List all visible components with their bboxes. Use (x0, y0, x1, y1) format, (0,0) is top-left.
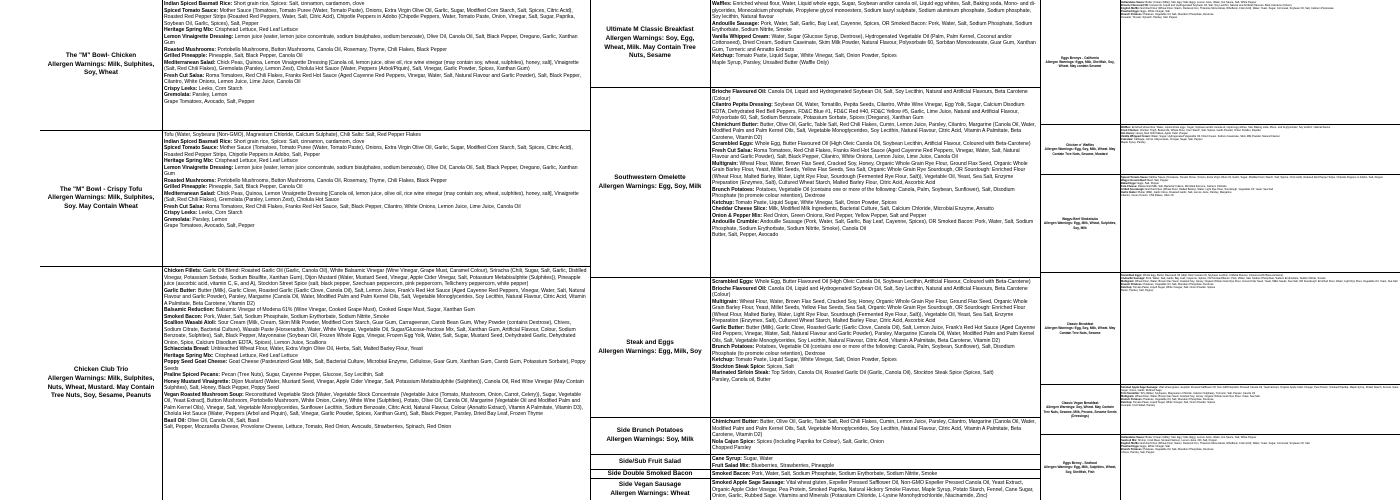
ingredient-heading: English Muffin: (1121, 441, 1140, 445)
ingredient-line: Indian Spiced Basmati Rice: Short grain rice, Spices: Salt, cinnamon, cardamom, clove (164, 1, 365, 7)
dish-allergens: Allergen Warnings: Soy, Egg, Wheat, Milk. May Contain Tree Nuts, Sesame (604, 34, 696, 60)
ingredient-line: Brioche Flavoured Oil: Canola Oil, Liquid and Hydrogenated Soybean Oil, Salt, Soy Lecithin, Natural and Artificial Flavours, Beta Carotene (Colour) (712, 285, 1028, 299)
ingredient-heading: Fresh Cut Salsa: (712, 147, 753, 154)
ingredient-heading: Wagyu Ground Beef: (1121, 178, 1147, 182)
ingredient-line: Stockton Steak Spice: Spices, Salt (712, 363, 794, 370)
ingredient-heading: Scallion Wasabi Aioli: (164, 320, 217, 327)
ingredient-heading: Balsamic Reduction: (164, 307, 215, 314)
ingredients-classic-breakfast (1120, 273, 1400, 385)
dish-name-ultimate-m-classic-breakfast (590, 0, 710, 88)
ingredient-line: Tofu Scramble: Tofu (Water, Soybeans, Magnesium Chloride, Calcium Sulphate), Turmeric, Salt, Pepper, Canola Oil (1121, 391, 1256, 395)
ingredient-heading: Waffles: (712, 1, 732, 7)
dish-name: Chicken n' Waffles (1065, 143, 1095, 148)
ingredient-line: Gremolata: Parsley, Lemon (164, 92, 228, 99)
ingredient-heading: Brunch Potatoes: (712, 344, 755, 351)
ingredient-heading: Chimichurri Butter: (712, 121, 759, 128)
dish-name: Eggs Bennys - California (1061, 55, 1099, 60)
dish-allergens: Allergen Warnings: Egg, Soy, Milk, Wheat. May Contain Tree Nuts, Sesame (1044, 326, 1116, 335)
ingredient-line: Chopped Parsley (712, 445, 752, 452)
ingredient-heading: Onion & Pepper Mix: (712, 212, 763, 219)
ingredient-heading: Fresh Cut Salsa: (164, 72, 205, 79)
ingredients-m-bowl-tofu (162, 131, 590, 267)
ingredients-chicken-n-waffles (1120, 125, 1400, 175)
dish-name: Southwestern Omelette (614, 173, 686, 181)
ingredient-line: Ketchup: Tomato Paste, Liquid Sugar, White Vinegar, Salt, Onion Powder, Spices (1121, 286, 1216, 290)
dish-name: Classic Breakfast (1066, 322, 1094, 327)
ingredient-line: Roasted Mushrooms: Portobello Mushrooms, Button Mushrooms, Canola Oil, Rosemary, Thyme, Chili Flakes, Black Pepper (164, 46, 447, 53)
ingredient-heading: Brunch Potatoes: (1121, 282, 1143, 286)
ingredient-line: Crispy Leeks: Leeks, Corn Starch (164, 85, 243, 92)
ingredient-line: Multigrain: Wheat Flour, Water, Brown Flax Seed, Cracked Soy, Honey, Organic Whole Grain Rye Flour, Ground Flax Seed, Yeast, Millet Seeds, Sea Salt, OR Sourdough: Enriched Flour, Water, Light Rye Flour, Vegetable Oil, Yeast, Sea Salt (1121, 279, 1398, 283)
ingredients-side-sub-fruit-salad (710, 455, 1040, 470)
ingredient-heading: Stockton Steak Spice: (712, 363, 766, 370)
dish-name: The "M" Bowl- Chicken (65, 52, 137, 60)
ingredient-line: Baked Eggs: Eggs, Salt, Pepper (1121, 181, 1160, 185)
ingredient-line: Andouille Sausage: Pork, Water, Salt, Garlic, Bay Leaf, Cayenne, Spices, OR Smoked Bacon: Pork, Water, Salt, Sodium Phosphate, Sodium Erythorbate, Sodium Nitrite, Smoke (1121, 276, 1326, 280)
ingredient-line: Parsley, Canola oil, Butter (712, 376, 771, 383)
ingredient-line: Avocado, Fruit Salad, Parsley (1121, 404, 1156, 408)
ingredient-line: Mediterranean Salad: Chick Peas, Quinoa, Lemon Vinaigrette Dressing [Canola oil, lemon juice, olive oil, rice wine vinegar (may contain soy, wheat, sulphites), honey, salt], Vinaigrette (Salt, Red Chili Flakes), Gremolata (Parsley, Lemon Zest), Cholula Hot Sauce (Water, Peppers (Arbol/Piquin), Salt, Vinegar, Garlic Powder, Spices, Xanthan Gum) (164, 59, 579, 73)
ingredient-line: Fresh Cut Salsa: Roma Tomatoes, Red Chili Flakes, Franks Red Hot Sauce, Salt, Black Pepper, Cilantro, White Onions, Lemon Juice, Lime Juice, Canola Oil (164, 203, 521, 210)
ingredient-line: Lemon Vinaigrette Dressing: Lemon juice (water, lemon juice concentrate, sodium bisulphates, sodium benzoate), Olive Oil, Canola Oil, Salt, Black Pepper, Oregano, Garlic, Xanthan Gum (164, 33, 578, 47)
ingredient-heading: Hot Honey: (1121, 131, 1135, 135)
ingredient-heading: Vegan Roasted Mushroom Soup: (164, 391, 244, 398)
ingredient-line: Ketchup: Tomato Paste, Liquid Sugar, White Vinegar, Salt, Onion Powder, Spices (1121, 401, 1216, 405)
ingredient-line: Hollandaise Sauce: Butter (Cream (Milk)), Salt, Egg Yolks (Egg), Lemon Juice, Water, Hot Sauce, Salt, White Pepper (1121, 435, 1257, 439)
ingredient-heading: Ketchup: (1121, 401, 1133, 405)
ingredient-line: Grilled Sourdough: Enriched Flour (Wheat Flour, Malted Barley), Water, Light Rye Flour, Sourdough, Vegetable Oil, Yeast, Sea Salt (1121, 188, 1273, 192)
ingredient-heading: Heritage Spring Mix: (164, 27, 214, 34)
middle-ingredient-column (710, 0, 1041, 500)
dish-allergens: Allergen Warnings: Milk, Sulphites, Nuts, Wheat, Mustard. May Contain Tree Nuts, Soy, Sesame, Peanuts (47, 374, 155, 400)
ingredient-heading: Waffles: (1121, 125, 1131, 129)
ingredient-heading: Basil Oil: (164, 417, 187, 424)
ingredient-line: Heritage Spring Mix: Crisphead Lettuce, Red Leaf Lettuce (164, 27, 298, 34)
ingredient-line: Hot Honey: Honey, Red Chili Flakes, Apple Cider Vinegar (1121, 131, 1188, 135)
ingredient-line: Mediterranean Salad: Chick Peas, Quinoa, Lemon Vinaigrette Dressing [Canola oil, lemon juice, olive oil, rice wine vinegar (may contain soy, wheat, sulphites), honey, salt], Vinaigrette (Salt, Red Chili Flakes), Gremolata (Parsley, Lemon Zest), Cholula Hot Sauce (164, 190, 579, 204)
dish-name-side-double-smoked-bacon (590, 470, 710, 479)
ingredient-heading: Garlic Butter: (164, 287, 197, 294)
ingredient-heading: Honey Mustard Vinaigrette: (164, 378, 231, 385)
dish-name-chicken-n-waffles (1040, 125, 1120, 175)
ingredient-line: Poppy Seed Goat Cheese: Goat Cheese (Pasteurized Goat Milk, Salt, Bacterial Culture, Microbial Enzyme, Cellulose, Guar Gum, Xanthan Gum, Carob Gum, Potassium Sorbate), Poppy Seeds (164, 359, 586, 372)
dish-name-classic-vegan-breakfast (1040, 385, 1120, 435)
ingredient-heading: Brioche Flavoured Oil: (1121, 3, 1149, 7)
ingredient-heading: Poached Eggs: (1121, 444, 1140, 448)
ingredient-line: Grape Tomatoes, Avocado, Salt, Pepper (164, 98, 255, 105)
ingredient-line: Grilled Pineapple: Pineapple, Salt, Black Pepper, Canola Oil (164, 184, 303, 191)
ingredient-heading: Nola Cajun Spice: (712, 438, 756, 445)
dish-name-chicken-club-trio (40, 267, 162, 500)
ingredient-line: Lemon Vinaigrette Dressing: Lemon juice (water, lemon juice concentrate, sodium bisulphates, sodium benzoate), Olive Oil, Canola Oil, Salt, Black Pepper, Oregano, Garlic, Xanthan Gum (164, 164, 578, 178)
ingredient-heading: Fresh Cut Salsa: (164, 203, 205, 210)
ingredient-line: Cheddar Cheese Slice: Milk, Modified Milk Ingredients, Bacterial Culture, Salt, Calcium Chloride, Microbial Enzyme, Annatto (712, 206, 994, 213)
ingredient-line: Roasted Mushrooms: Portobello Mushrooms, Button Mushrooms, Canola Oil, Rosemary, Thyme, Chili Flakes, Black Pepper (164, 177, 447, 184)
ingredient-line: Gremolata: Parsley, Lemon (164, 216, 228, 223)
dish-allergens: Allergen Warnings: Egg, Soy, Milk (598, 182, 702, 190)
ingredient-heading: Cane Syrup: (712, 456, 743, 462)
left-dish-name-column (40, 0, 163, 500)
ingredient-heading: Multigrain: (1121, 394, 1135, 398)
dish-allergens: Allergen Warnings: Eggs, Milk, Shellfish, Soy, Wheat. May contain Sesame (1045, 59, 1115, 69)
ingredient-line: Poached Eggs: Eggs, White Vinegar, Salt (1121, 444, 1170, 448)
ingredient-heading: Smoked Bacon: (164, 313, 203, 320)
dish-name: Side Vegan Sausage (618, 480, 682, 488)
ingredient-line: Basil Oil: Olive Oil, Canola Oil, Salt, Basil (164, 417, 259, 424)
ingredient-line: Butter, Parsley, Salt, Pepper (1121, 289, 1154, 293)
ingredient-heading: Scrambled Eggs: (712, 279, 754, 285)
ingredient-line: Smoked Bacon: Pork, Water, Salt, Sodium Phosphate, Sodium Erythorbate, Sodium Nitrite, Smoke (164, 313, 390, 320)
dish-allergens: Allergen Warnings: Soy, Wheat. May Contain Tree Nuts, Sesame, Milk, Pecans, Sesame Seeds (Dressings) (1043, 405, 1117, 418)
ingredient-line: Brioche Flavoured Oil: Canola Oil, Liquid and Hydrogenated Soybean Oil, Salt, Soy Lecithin, Natural and Artificial Flavours, Beta Carotene (Colour) (712, 89, 1028, 102)
dish-allergens: Allergen Warnings: Egg, Milk, Soy (598, 347, 702, 355)
ingredient-line: Poached Eggs: Eggs, White Vinegar, Salt (1121, 9, 1170, 13)
dish-name: Eggs Benny - Seafood (1063, 461, 1097, 466)
ingredient-heading: Garlic Butter: (1121, 191, 1138, 195)
ingredient-heading: Baked Eggs: (1121, 181, 1137, 185)
ingredient-line: Honey Mustard Vinaigrette: Dijon Mustard (Water, Mustard Seed, Vinegar, Apple Cider Vinegar, Salt, Potassium Metabisulphite (Sulphites)), Canola Oil, Red Wine Vinegar (May Contain Sulphites), Salt, Honey, Black Pepper, Poppy Seed (164, 378, 584, 392)
ingredient-line: Fried Chicken: Chicken Thigh, Buttermilk, Wheat Flour, Corn Starch, Salt, Spices, Garlic Powder, Onion Powder, Paprika (1121, 128, 1261, 132)
ingredient-heading: Brunch Potatoes: (1121, 448, 1143, 452)
ingredient-heading: Chicken Fillets: (164, 268, 202, 274)
ingredient-line: Chimichurri Butter: Butter, Olive Oil, Garlic, Table Salt, Red Chili Flakes, Cumin, Lemon Juice, Parsley, Cilantro, Margarine (Canola Oil, Water, Modified Palm and Palm Kernel Oils, Salt, Vegetable Monoglycerides, Soy Lecithin, Natural Flavour, Citric Acid, Vitamin A Palmitate, Beta Carotene, Vitamin D2) (712, 121, 1036, 141)
ingredient-heading: Schiacciata Bread: (164, 346, 210, 353)
ingredient-heading: Indian Spiced Basmati Rice: (164, 138, 233, 145)
dish-allergens: Allergen Warnings: Egg, Milk, Wheat, Sulphites, Soy, Milk (1043, 221, 1117, 230)
ingredient-heading: Poached Eggs: (1121, 9, 1140, 13)
ingredient-line: Spiced Tomato Sauce: Mother Sauce (Tomatoes, Tomato Puree (Water, Tomato Paste), Onions, Extra Virgin Olive Oil, Garlic, Sugar, Modified Corn Starch, Salt, Spices, Citric Acid), Roasted Red Pepper Strips (Roasted Red Peppers, Water, Salt, Citric Acid), Chipotle Peppers in Adobo (Chipotle Peppers, Water, Tomato Paste, Onion, Vinegar, Salt, Sugar, Paprika, Soybean Oil, Garlic, Spices), Salt, Pepper (164, 7, 575, 27)
ingredients-chicken-club-trio (162, 267, 590, 500)
ingredient-heading: Poppy Seed Goat Cheese: (164, 359, 228, 366)
ingredient-heading: Marinated Sirloin Steak: (712, 370, 771, 377)
ingredient-line: Schiacciata Bread: Unbleached Wheat Flour, Water, Extra Virgin Olive Oil, Herbs, Salt, Malted Barley Flour, Yeast (164, 346, 423, 353)
ingredient-line: Fresh Cut Salsa: Roma Tomatoes, Red Chili Flakes, Franks Red Hot Sauce (Aged Cayenne Red Peppers, Vinegar, Water, Salt, Natural Flavour and Garlic Powder), Salt, Black Pepper, Cilantro, White Onions, Lemon Juice, Lime Juice, Canola Oil (164, 72, 581, 86)
dish-name-classic-breakfast (1040, 273, 1120, 385)
ingredient-heading: Grilled Sourdough: (1121, 188, 1145, 192)
dish-name-side-sub-fruit-salad (590, 455, 710, 470)
ingredient-heading: Roasted Mushrooms: (164, 46, 217, 53)
ingredient-heading: Feta Cheese: (1121, 184, 1138, 188)
dish-allergens: Allergen Warnings: Soy, Milk (606, 436, 694, 443)
ingredient-heading: Brunch Potatoes: (1121, 13, 1143, 17)
ingredient-line: Cilantro Pepita Dressing: Soybean Oil, Water, Tomatillo, Pepita Seeds, Cilantro, White Wine Vinegar, Egg Yolk, Sugar, Calcium Disodium EDTA, Dehydrated Red Bell Peppers, FD&C Blue #1, FD&C Red #40, FD&C Yellow #5, Garlic, Lime Juice, Natural and Artificial Flavour, Polysorbate 60, Salt, Sodium Benzoate, Potassium Sorbate, Spices (Oregano), Xanthan Gum (712, 102, 1025, 122)
ingredients-m-bowl-chicken (162, 0, 590, 131)
ingredient-line: Chives, Parsley, Salt, Pepper (1121, 451, 1155, 455)
ingredient-heading: Gremolata: (164, 216, 191, 223)
ingredient-line: Brioche Flavoured Oil: Canola Oil, Liquid and Hydrogenated Soybean Oil, Salt, Soy Lecithin, Natural and Artificial Flavours, Beta Carotene (Colour) (1121, 3, 1292, 7)
dish-name: Side Brunch Potatoes (616, 427, 684, 435)
ingredient-heading: Indian Spiced Basmati Rice: (164, 1, 233, 7)
ingredient-line: Coleslaw: Cabbage, Carrot, Mayonnaise, Vinegar, Sugar, Salt, Pepper (1121, 138, 1203, 142)
ingredient-heading: Grilled Pineapple: (164, 53, 208, 60)
ingredient-heading: Lemon Vinaigrette Dressing: (164, 164, 234, 171)
dish-name-eggs-bennys-california (1040, 0, 1120, 125)
ingredient-heading: Lemon Vinaigrette Dressing: (164, 33, 234, 40)
ingredient-heading: Chimichurri Butter: (712, 419, 759, 425)
ingredient-heading: Ketchup: (712, 53, 735, 60)
ingredient-line: Salt, Pepper, Mozzarella Cheese, Provolone Cheese, Lettuce, Tomato, Red Onion, Avocado, Strawberries, Spinach, Red Onion (164, 424, 452, 431)
ingredient-heading: Heritage Spring Mix: (164, 352, 214, 359)
ingredient-line: Multigrain: Wheat Flour, Water, Brown Flax Seed, Cracked Soy, Honey, Organic Whole Grain Rye Flour, Ground Flax Seed, Organic Whole Grain Barley Flour, Yeast, Millet Seeds, Yellow Flax Seeds, Sea Salt, Organic Whole Grain Rye Sourdough, OR Sourdough: Enriched Flour (Wheat Flour, Malted Barley, Water, Light Rye Flour, Sourdough (Fermented Rye Flour, Salt)), Vegetable Oil, Yeast, Sea Salt, Enzyme Preparation (Enzymes, Salt), Cultured Wheat Starch, Malted Barley Flour, Citric Acid, Ascorbic Acid (712, 160, 1028, 187)
dish-allergens: Allergen Warnings: Egg, Milk, Sulphites, Wheat, Soy, Shellfish, Fish (1043, 465, 1117, 474)
ingredient-line: Scrambled Eggs: Whole Egg, Butter Flavoured Oil (High Oleic Canola Oil, Soybean Lecithin, Artificial Flavour, Coloured with Beta-Carotene) (1121, 273, 1284, 277)
ingredient-line: Brunch Potatoes: Potatoes, Vegetable Oil (contains one or more of the following: Canola, Palm, Soybean, Sunflower), Salt, Disodium Phosphate (to promote colour retention), Dextrose (712, 344, 1015, 357)
ingredient-heading: English Muffin: (1121, 6, 1140, 10)
ingredient-line: Feta Cheese: Pasteurized Milk, Salt, Bacterial Culture, Microbial Enzyme, Calcium Chloride (1121, 184, 1227, 188)
ingredient-line: Multigrain: Wheat Flour, Water, Brown Flax Seed, Cracked Soy, Honey, Organic Whole Grain Rye Flour, Yeast, Sea Salt (1121, 394, 1260, 398)
dish-allergens: Allergen Warnings: Egg, Soy, Milk, Wheat. May Contain Tree Nuts, Sesame, Mustard (1044, 147, 1116, 156)
ingredient-heading: Multigrain: (712, 160, 739, 167)
ingredient-line: Fresh Cut Salsa: Roma Tomatoes, Red Chili Flakes, Franks Red Hot Sauce (Aged Cayenne Red Peppers, Vinegar, Water, Salt, Natural Flavour and Garlic Powder), Salt, Black Pepper, Cilantro, White Onions, Lemon Juice, Lime Juice, Canola Oil (712, 147, 1020, 161)
left-ingredient-column (162, 0, 591, 500)
ingredient-line: Crispy Leeks: Leeks, Corn Starch (164, 210, 243, 217)
dish-allergens: Allergen Warnings: Wheat (610, 489, 690, 497)
ingredient-heading: Mediterranean Salad: (164, 190, 216, 197)
ingredient-heading: Spiced Tomato Sauce: (1121, 175, 1149, 179)
ingredient-heading: Brunch Potatoes: (712, 186, 755, 193)
ingredient-line: Tofu (Water, Soybeans (Non-GMO), Magnesium Chloride, Calcium Sulphate), Chili Salts: Salt, Red Pepper Flakes (164, 132, 421, 138)
ingredient-heading: Roasted Mushrooms: (164, 177, 217, 184)
ingredient-heading: Andouille Crumble: (712, 219, 759, 226)
ingredient-line: Ketchup: Tomato Paste, Liquid Sugar, White Vinegar, Salt, Onion Powder, Spices (712, 199, 897, 206)
ingredients-classic-vegan-breakfast (1120, 385, 1400, 435)
ingredient-heading: Andouille Sausage: (712, 20, 760, 27)
ingredient-line: Scrambled Eggs: Whole Egg, Butter Flavoured Oil (High Oleic Canola Oil, Soybean Lecithin, Artificial Flavour, Coloured with Beta-Carotene) (712, 279, 1031, 285)
dish-name: Ultimate M Classic Breakfast (606, 26, 694, 34)
ingredient-heading: Andouille Sausage: (1121, 276, 1146, 280)
dish-name: Side Double Smoked Bacon (607, 470, 693, 477)
ingredient-line: Garlic Butter: Butter (Milk), Garlic Clove, Roasted Garlic (Garlic Clove, Canola Oil), Salt, Lemon Juice, Frank's Red Hot Sauce (Aged Cayenne Red Peppers, Vinegar, Water, Salt, Natural Flavour and Garlic Powder), Parsley, Margarine (Canola Oil, Water, Modified Palm and Palm Kernel Oils, Salt, Vegetable Monoglycerides, Soy Lecithin, Natural Flavour, Citric Acid, Vitamin A Palmitate, Beta Carotene, Vitamin D2) (712, 324, 1036, 344)
ingredient-line: Fruit Salad Mix: Blueberries, Strawberries, Pineapple (712, 462, 835, 469)
ingredient-line: Andouille Crumble: Andouille Sausage (Pork, Water, Salt, Garlic, Bay Leaf, Cayenne, Spices), OR Smoked Bacon: Pork, Water, Salt, Sodium Phosphate, Sodium Erythorbate, Sodium Nitrite, Smoke), Canola Oil (712, 219, 1034, 232)
ingredient-heading: Heritage Spring Mix: (164, 158, 214, 165)
ingredient-line: Seafood Mix: Shrimp, Crab Meat, Smoked Salmon, Lemon Juice, Dill, Salt, Pepper (1121, 438, 1218, 442)
ingredient-line: Vegan Roasted Mushroom Soup: Reconstituted Vegetable Stock [Water, Vegetable Stock Concentrate (Vegetable Juice (Tomato, Mushroom, Onion, Carrot, Celery)), Sugar, Vegetable Oil, Yeast Extract], Button Mushroom, Portobello Mushroom, White Onion, Celery, White Wine (Sulphites), Potato, Olive Oil, Canola Oil, Margarine (Vegetable Oil and Modified Palm and Palm Kernel Oils), Vinegar, Salt, Vegetable Monoglycerides, Sunflower Lecithin, Sodium Benzoate, Citric Acid, Natural Flavour, Colour (Annatto Extract), Vitamin A Palmitate, Vitamin D3), Cholula Hot Sauce (Water, Peppers (Arbol and Piquin), Salt, Vinegar, Garlic Powder, Spices, Xanthan Gum), Salt, Black Pepper, Parsley, Dried Bay Leaf, Frozen Thyme (164, 391, 584, 418)
ingredient-line: Indian Spiced Basmati Rice: Short grain rice, Spices: Salt, cinnamon, cardamom, clove (164, 138, 365, 145)
middle-dish-name-column (590, 0, 711, 500)
ingredient-heading: Mediterranean Salad: (164, 59, 216, 66)
ingredient-line: Ketchup: Tomato Paste, Liquid Sugar, White Vinegar, Salt, Onion Powder, Spices (712, 53, 897, 60)
ingredient-line: Ketchup: Tomato Paste, Liquid Sugar, White Vinegar, Salt, Onion Powder, Spices (712, 357, 897, 364)
ingredient-line: Vanilla Whipped Cream: Water, Sugar (Glucose Syrup, Dextrose), Hydrogenated Vegetable Oil (Palm, Palm Kernel, Coconut and/or Cottonseed), Dried Cream, Sodium Caseinate, Skim Milk Powder, Natural Flavour, Polysorbate 60, Sorbitan Monostearate, Guar Gum, Xanthan Gum, Turmeric and Annatto Extracts (712, 33, 1036, 53)
ingredient-line: Balsamic Reduction: Balsamic Vinegar of Modena 61% (Wine Vinegar, Cooked Grape Must), Cooked Grape Must, Sugar, Xanthan Gum (164, 307, 475, 314)
ingredient-line: Maple Syrup, Parsley, Unsalted Butter (Waffle Only) (712, 59, 829, 66)
ingredient-line: Brunch Potatoes: Potatoes, Vegetable Oil, Salt, Disodium Phosphate, Dextrose (1121, 448, 1214, 452)
ingredient-line: Vanilla Whipped Cream: Water, Sugar, Hydrogenated Vegetable Oil, Dried Cream, Sodium Caseinate, Skim Milk Powder, Natural Flavour (1121, 134, 1280, 138)
ingredients-ultimate-m-classic-breakfast (710, 0, 1040, 88)
ingredient-line: Praline Spiced Pecans: Pecan (Tree Nuts), Sugar, Cayenne Pepper, Glucose, Soy Lecithin, Salt (164, 372, 384, 379)
ingredient-line: Smoked Apple Sage Sausage: Vital wheat gluten, Expeller Pressed Safflower Oil, Non-GMO Expeller Pressed Canola Oil, Yeast Extract, Organic Apple Cider Vinegar, Pea Protein, Smoked Paprika, Maple Syrup, Potato Starch, Fennel, Cane Sugar, Onion, Garlic, Rubbed Sage (1121, 385, 1399, 392)
ingredients-steak-and-eggs (710, 278, 1040, 418)
ingredient-line: Wagyu Ground Beef: Beef, Salt, Pepper (1121, 178, 1169, 182)
dish-allergens: Allergen Warnings: Milk, Sulphites, Soy. May Contain Wheat (47, 194, 155, 210)
ingredient-line: Waffles: Enriched wheat flour, Water, Liquid whole eggs, Sugar, Soybean and/or canola oil, Liquid egg whites, Salt, Baking soda, Mono- and di-glycerides, Monocalcium phosphate, Propylene glycol monoesters, Sodium lauryl sulphate, Sodium aluminum phosphate, Sodium phosphate, Soy lecithin, Natural flavour (712, 1, 1036, 21)
ingredient-line: Multigrain: Wheat Flour, Water, Brown Flax Seed, Cracked Soy, Honey, Organic Whole Grain Rye Flour, Ground Flax Seed, Organic Whole Grain Barley Flour, Yeast, Millet Seeds, Yellow Flax Seeds, Sea Salt, Organic Whole Grain Rye Sourdough, OR Sourdough: Enriched Flour (Wheat Flour, Malted Barley, Water, Light Rye Flour, Sourdough (Fermented Rye Flour, Salt)), Vegetable Oil, Yeast, Sea Salt, Enzyme Preparation (Enzymes, Salt), Cultured Wheat Starch, Malted Barley Flour, Citric Acid, Ascorbic Acid (712, 298, 1028, 325)
ingredient-heading: Praline Spiced Pecans: (164, 372, 221, 379)
ingredient-heading: Cilantro Pepita Dressing: (712, 102, 773, 109)
ingredient-line: Smoked Bacon: Pork, Water, Salt, Sodium Phosphate, Sodium Erythorbate, Sodium Nitrite, Smoke (712, 471, 938, 477)
ingredients-eggs-bennys-california (1120, 0, 1400, 125)
ingredient-line: Andouille Sausage: Pork, Water, Salt, Garlic, Bay Leaf, Cayenne, Spices, OR Smoked Bacon: Pork, Water, Salt, Sodium Phosphate, Sodium Erythorbate, Sodium Nitrite, Smoke (712, 20, 1033, 34)
ingredient-heading: Fried Chicken: (1121, 128, 1140, 132)
dish-name: Classic Vegan Breakfast (1061, 400, 1099, 405)
ingredient-heading: Tofu Scramble: (1121, 391, 1140, 395)
ingredient-heading: Seafood Mix: (1121, 438, 1138, 442)
ingredient-heading: Coleslaw: (1121, 138, 1134, 142)
ingredient-heading: Smoked Bacon: (712, 471, 751, 477)
ingredient-heading: Hollandaise Sauce: (1121, 435, 1145, 439)
ingredient-line: Waffles: Enriched wheat flour, Water, Liquid whole eggs, Sugar, Soybean and/or canola oil, Liquid egg whites, Salt, Baking soda, Mono- and di-glycerides, Soy lecithin, Natural flavour (1121, 125, 1331, 129)
ingredient-heading: Grilled Pineapple: (164, 184, 208, 191)
ingredient-heading: Hollandaise Sauce: (1121, 0, 1145, 4)
ingredients-eggs-benny-seafood (1120, 435, 1400, 500)
ingredient-heading: Gremolata: (164, 92, 191, 99)
ingredients-side-vegan-sausage (710, 479, 1040, 500)
ingredients-side-brunch-potatoes (710, 418, 1040, 455)
ingredient-heading: Multigrain: (712, 298, 739, 305)
dish-name-wagyu-beef-shakshuka (1040, 175, 1120, 273)
ingredient-heading: Smoked Apple Sage Sausage: (1121, 385, 1159, 389)
ingredient-heading: Spiced Tomato Sauce: (164, 7, 219, 14)
ingredients-side-double-smoked-bacon (710, 470, 1040, 479)
ingredient-line: Butter, Salt, Pepper, Avocado (712, 232, 779, 239)
ingredients-southwestern-omelette (710, 88, 1040, 278)
ingredient-line: Scrambled Eggs: Whole Egg, Butter Flavoured Oil (High Oleic Canola Oil, Soybean Lecithin, Artificial Flavour, Coloured with Beta-Carotene) (712, 141, 1031, 148)
ingredient-line: Marinated Sirloin Steak: Top Sirloin, Canola Oil, Roasted Garlic Oil (Garlic, Canola Oil), Stockton Steak Spice (Spices, Salt) (712, 370, 994, 377)
ingredient-line: Scallion Wasabi Aioli: Sour Cream (Milk, Cream, Skim Milk Powder, Modified Corn Starch, Guar Gum, Carrageenan, Carob Bean Gum, Whey Powder (contains Dextrose), Chives, Sodium Citrate, Bacterial Culture), Wasabi Paste (Horseradish, Water, White Vinegar, Vegetable Oil, Sugar/Glucose-fructose Mix, Salt, Xanthan Gum, Artificial Flavour, Colour, Sodium Benzoate, Sulphites), Salt, Black Pepper, Mayonnaise (Soybean Oil, Frozen Whole Eggs, Vinegar, Frozen Egg Yolk, Water, Salt, Sugar, Mustard Seed, Dehydrated Garlic, Dehydrated Onion, Spice, Calcium Disodium EDTA, Spices), Lemon Juice, Scallions (164, 320, 576, 346)
ingredient-line: Spiced Tomato Sauce: Mother Sauce (Tomatoes, Tomato Puree (Water, Tomato Paste), Onions, Extra Virgin Olive Oil, Garlic, Sugar, Modified Corn Starch, Salt, Spices, Citric Acid), Roasted Red Pepper Strips, Chipotle Peppers in Adobo, Salt, Pepper (164, 145, 573, 158)
ingredient-heading: Crispy Leeks: (164, 210, 198, 217)
ingredients-wagyu-beef-shakshuka (1120, 175, 1400, 273)
ingredient-line: Hollandaise Sauce: Butter (Cream (Milk)), Salt, Egg Yolks (Egg), Lemon Juice, Water, Hot Sauce, Salt, White Pepper (1121, 0, 1257, 4)
ingredient-heading: Garlic Butter: (712, 324, 745, 331)
ingredient-heading: Crispy Leeks: (164, 85, 198, 92)
ingredient-heading: Scrambled Eggs: (1121, 273, 1143, 277)
dish-name-side-vegan-sausage (590, 479, 710, 500)
dish-name-m-bowl-tofu (40, 131, 162, 267)
ingredient-line: Spiced Tomato Sauce: Mother Sauce (Tomatoes, Tomato Puree, Onions, Extra Virgin Olive Oil, Garlic, Sugar, Modified Corn Starch, Salt, Spices, Citric Acid), Roasted Red Pepper Strips, Chipotle Peppers in Adobo, Salt, Pepper (1121, 175, 1383, 179)
ingredient-heading: Multigrain: (1121, 279, 1135, 283)
right-dish-name-column (1040, 0, 1121, 500)
ingredient-heading: Ketchup: (712, 357, 735, 364)
dish-name-southwestern-omelette (590, 88, 710, 278)
ingredient-line: Brunch Potatoes: Potatoes, Vegetable Oil, Salt, Disodium Phosphate, Dextrose (1121, 282, 1214, 286)
ingredient-line: Heritage Spring Mix: Crisphead Lettuce, Red Leaf Lettuce (164, 158, 298, 165)
ingredient-line: Grape Tomatoes, Avocado, Salt, Pepper (164, 223, 255, 230)
ingredient-line: Nola Cajun Spice: Spices (Including Paprika for Colour), Salt, Garlic, Onion (712, 438, 884, 445)
ingredient-line: Heritage Spring Mix: Crisphead Lettuce, Red Leaf Lettuce (164, 352, 298, 359)
ingredient-heading: Brioche Flavoured Oil: (712, 89, 767, 95)
dish-name: Chicken Club Trio (73, 366, 129, 374)
ingredient-heading: Smoked Apple Sage Sausage: (712, 480, 785, 486)
ingredient-line: Chicken Fillets: Garlic Oil Blend: Roasted Garlic Oil (Garlic, Canola Oil), White Balsamic Vinegar (Wine Vinegar, Grape Must, Caramel Colour), Sriracha (Chili, Sugar, Salt, Garlic, Distilled Vinegar, Potassium Sorbate, Sodium Bisulfite, Xanthan Gum), Dijon Mustard (Water, Mustard Seed, Vinegar, Apple Cider Vinegar, Salt, Potassium Metabisulphite (Sulphites)), Pineapple juice (ascorbic acid, vitamin C, E, and A), Stockton Street Spice (salt, black pepper, Szechuan peppercorn, pink peppercorn, Tellicherry peppercorn, white pepper) (164, 268, 587, 288)
ingredient-line: Onion & Pepper Mix: Red Onion, Green Onions, Red Pepper, Yellow Pepper, Salt and Pepper (712, 212, 927, 219)
ingredient-line: Cilantro, Green Onions, Chili Flakes, Olive Oil (1121, 194, 1174, 198)
ingredient-line: Grilled Pineapple: Pineapple, Salt, Black Pepper, Canola Oil (164, 53, 303, 60)
dish-name: The "M" Bowl - Crispy Tofu (59, 185, 143, 193)
ingredient-heading: Ketchup: (1121, 286, 1133, 290)
dish-name: Wagyu Beef Shakshuka (1062, 217, 1098, 222)
ingredient-heading: Vanilla Whipped Cream: (1121, 134, 1151, 138)
dish-name-m-bowl-chicken (40, 0, 162, 131)
dish-allergens: Allergen Warnings: Milk, Sulphites, Soy, Wheat (47, 60, 155, 77)
ingredient-heading: Brunch Potatoes: (1121, 398, 1143, 402)
dish-name-steak-and-eggs (590, 278, 710, 418)
ingredient-line: Garlic Butter: Butter (Milk), Garlic Clove, Roasted Garlic (Garlic Clove, Canola Oil), Salt, Lemon Juice, Frank's Red Hot Sauce (Aged Cayenne Red Peppers, Vinegar, Water, Salt, Natural Flavour and Garlic Powder), Parsley, Margarine (Canola Oil, Water, Modified Palm and Palm Kernel Oils, Salt, Vegetable Monoglycerides, Soy Lecithin, Natural Flavour, Citric Acid, Vitamin A Palmitate, Beta Carotene, Vitamin D2) (164, 287, 586, 307)
ingredient-line: Brunch Potatoes: Potatoes, Vegetable Oil, Salt, Disodium Phosphate, Dextrose (1121, 13, 1214, 17)
ingredient-heading: Cheddar Cheese Slice: (712, 206, 768, 213)
ingredient-heading: Ketchup: (712, 199, 735, 206)
ingredient-line: Brunch Potatoes: Potatoes, Vegetable Oil, Salt, Disodium Phosphate, Dextrose (1121, 398, 1214, 402)
ingredient-heading: Brioche Flavoured Oil: (712, 285, 767, 292)
ingredient-line: Maple Syrup, Parsley (1121, 141, 1146, 145)
ingredient-heading: Fruit Salad Mix: (712, 462, 750, 469)
dish-name: Side/Sub Fruit Salad (618, 457, 682, 465)
right-ingredient-column (1120, 0, 1400, 500)
ingredient-heading: Scrambled Eggs: (712, 141, 754, 148)
ingredient-line: Garlic Butter: Butter (Milk), Garlic Clove, Roasted Garlic, Salt, Lemon Juice, Parsley, Margarine (1121, 191, 1232, 195)
ingredient-heading: Spiced Tomato Sauce: (164, 145, 219, 152)
dish-name: Steak and Eggs (626, 338, 674, 346)
ingredient-line: Smoked Apple Sage Sausage: Vital wheat gluten, Expeller Pressed Safflower Oil, Non-GMO Expeller Pressed Canola Oil, Yeast Extract, Organic Apple Cider Vinegar, Pea Protein, Smoked Paprika, Natural Hickory Smoke Flavour, Maple Syrup, Potato Starch, Fennel, Cane Sugar, Onion, Garlic, Rubbed Sage. Vitamins and Minerals (Potassium Chloride, L-Lysine Monohydrochloride, Niacinamide, Zinc) (712, 480, 1034, 500)
ingredient-line: Brunch Potatoes: Potatoes, Vegetable Oil (contains one or more of the following: Canola, Palm, Soybean, Sunflower), Salt, Disodium Phosphate (to promote colour retention), Dextrose (712, 186, 1015, 200)
dish-name-side-brunch-potatoes (590, 418, 710, 455)
ingredient-line: Cane Syrup: Sugar, Water (712, 456, 773, 462)
dish-name-eggs-benny-seafood (1040, 435, 1120, 500)
ingredient-line: Chimichurri Butter: Butter, Olive Oil, Garlic, Table Salt, Red Chili Flakes, Cumin, Lemon Juice, Parsley, Cilantro, Margarine (Canola Oil, Water, Modified Palm and Palm Kernel Oils, Salt, Vegetable Monoglycerides, Soy Lecithin, Natural Flavour, Citric Acid, Vitamin A Palmitate, Beta Carotene, Vitamin D2) (712, 419, 1036, 439)
ingredient-line: English Muffin: Enriched Flour (Wheat Flour, Niacin, Reduced Iron, Thiamine Mononitrate, Riboflavin, Folic Acid), Water, Yeast, Sugar, Cornmeal, Soybean Oil, Salt, Calcium Propionate (1121, 6, 1334, 10)
ingredient-heading: Vanilla Whipped Cream: (712, 33, 771, 40)
ingredient-line: Avocado, Tomato, Spinach, Parsley, Salt, Pepper (1121, 16, 1178, 20)
ingredient-line: English Muffin: Enriched Flour (Wheat Flour, Niacin, Reduced Iron, Thiamine Mononitrate, Riboflavin, Folic Acid), Water, Yeast, Sugar, Cornmeal, Soybean Oil, Salt (1121, 441, 1310, 445)
